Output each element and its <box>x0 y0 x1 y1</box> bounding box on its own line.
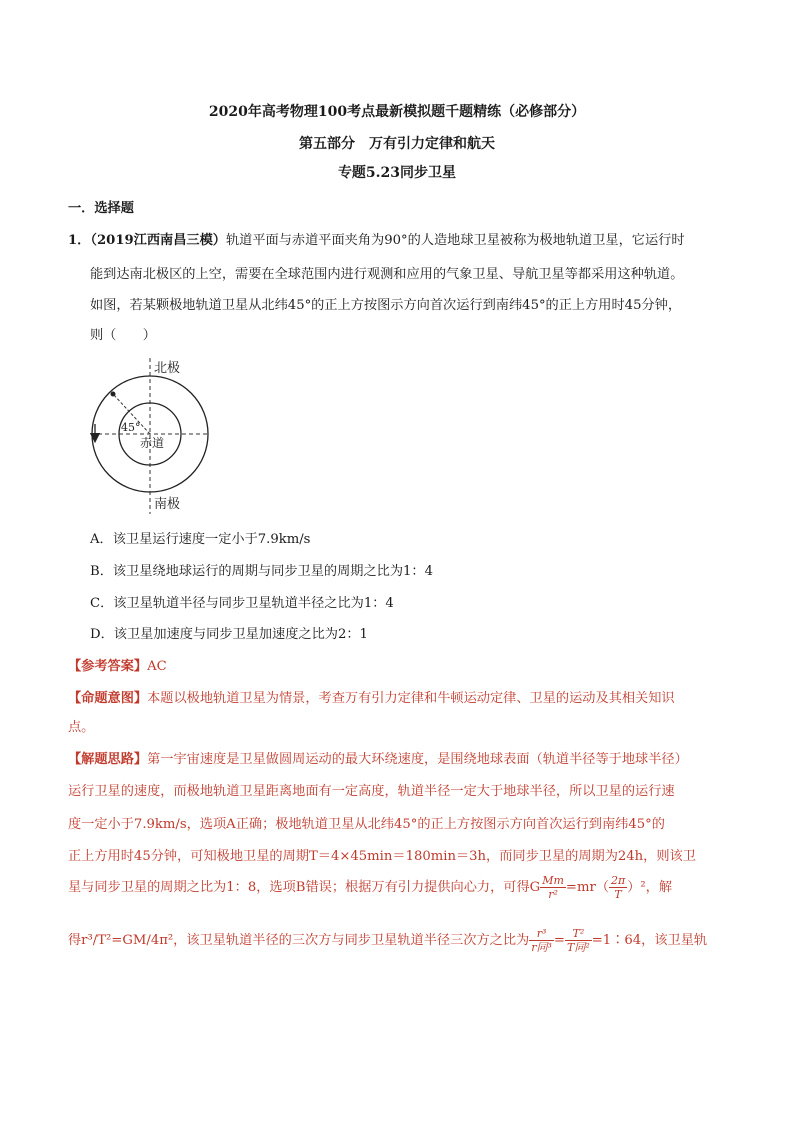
fraction-denominator: T <box>614 888 622 901</box>
intent-line-1 <box>68 687 675 706</box>
solution-text-5a: 星与同步卫星的周期之比为1：8，选项B错误；根据万有引力提供向心力，可得G <box>68 880 541 895</box>
option-b: B．该卫星绕地球运行的周期与同步卫星的周期之比为1：4 <box>90 564 433 579</box>
question-source: （2019江西南昌三模） <box>90 233 226 248</box>
solution-text-6c: =1∶64，该卫星轨 <box>591 933 708 948</box>
formula-period-fraction <box>565 927 592 954</box>
solution-line-5 <box>68 868 672 908</box>
fraction-denominator: r同³ <box>531 941 552 954</box>
solution-text-5c: ）²，解 <box>627 880 673 895</box>
fraction-numerator: 2π <box>610 874 626 887</box>
part-title: 第五部分 万有引力定律和航天 <box>299 136 495 152</box>
intent-label: 【命题意图】 <box>68 691 148 706</box>
solution-line-6 <box>68 920 707 962</box>
fraction-numerator: r³ <box>529 927 554 941</box>
angle-label: 45° <box>121 421 141 434</box>
solution-line-4: 正上方用时45分钟，可知极地卫星的周期T＝4×45min＝180min＝3h，而同步卫星的周期为24h，则该卫 <box>68 849 696 864</box>
north-pole-label: 北极 <box>154 361 181 376</box>
section-heading: 一．选择题 <box>68 201 134 216</box>
solution-line-3: 度一定小于7.9km/s，选项A正确；极地轨道卫星从北纬45°的正上方按图示方向首次运行到南纬45°的 <box>68 817 665 832</box>
formula-omega-fraction <box>609 874 627 901</box>
intent-line-2: 点。 <box>68 720 95 735</box>
answer-line <box>68 655 167 674</box>
fraction-denominator: T同² <box>566 941 590 954</box>
solution-line-1 <box>68 748 688 767</box>
solution-text-1: 第一宇宙速度是卫星做圆周运动的最大环绕速度，是围绕地球表面（轨道半径等于地球半径） <box>147 752 688 767</box>
option-a: A．该卫星运行速度一定小于7.9km/s <box>90 532 311 547</box>
equator-label: 赤道 <box>140 436 165 450</box>
solution-text-6b: = <box>553 933 565 948</box>
satellite-dot <box>111 392 116 397</box>
question-text: 轨道平面与赤道平面夹角为90°的人造地球卫星被称为极地轨道卫星，它运行时 <box>225 233 685 248</box>
question-number: 1． <box>68 233 91 248</box>
answer-value: AC <box>147 659 167 674</box>
solution-label: 【解题思路】 <box>68 752 148 767</box>
solution-text-6a: 得r³/T²=GM/4π²，该卫星轨道半径的三次方与同步卫星轨道半径三次方之比为 <box>68 933 530 948</box>
orbit-diagram <box>88 352 218 522</box>
formula-radius-fraction <box>529 927 554 954</box>
topic-title: 专题5.23同步卫星 <box>337 165 457 181</box>
question-line-4: 则（ ） <box>90 328 156 343</box>
document-title: 2020年高考物理100考点最新模拟题千题精练（必修部分） <box>208 104 586 120</box>
fraction-numerator: T² <box>565 927 592 941</box>
question-line-1 <box>68 229 685 248</box>
answer-label: 【参考答案】 <box>68 659 148 674</box>
solution-text-5b: =mr（ <box>565 880 609 895</box>
question-line-2: 能到达南北极区的上空，需要在全球范围内进行观测和应用的气象卫星、导航卫星等都采用这种轨道。 <box>90 267 684 282</box>
fraction-denominator: r² <box>548 888 558 901</box>
option-c: C．该卫星轨道半径与同步卫星轨道半径之比为1：4 <box>90 596 394 611</box>
fraction-numerator: Mm <box>542 874 564 887</box>
option-d: D．该卫星加速度与同步卫星加速度之比为2：1 <box>90 627 368 642</box>
south-pole-label: 南极 <box>154 497 181 512</box>
formula-gravity-fraction <box>540 874 566 901</box>
question-line-3: 如图，若某颗极地轨道卫星从北纬45°的正上方按图示方向首次运行到南纬45°的正上方用时45分钟， <box>90 298 682 313</box>
solution-line-2: 运行卫星的速度，而极地轨道卫星距离地面有一定高度，轨道半径一定大于地球半径，所以卫星的运行速 <box>68 784 675 799</box>
intent-text: 本题以极地轨道卫星为情景，考查万有引力定律和牛顿运动定律、卫星的运动及其相关知识 <box>147 691 675 706</box>
